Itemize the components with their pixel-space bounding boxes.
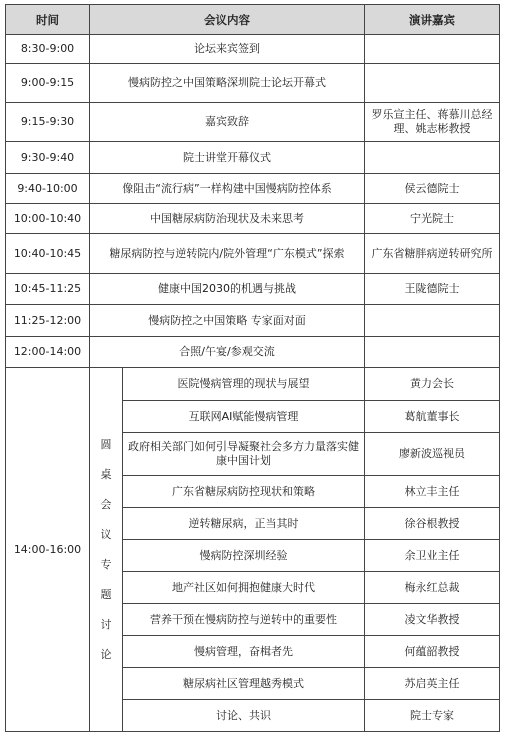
roundtable-topic: 讨论、共识 (123, 700, 365, 732)
row-time: 12:00-14:00 (6, 337, 90, 368)
row-content: 合照/午宴/参观交流 (90, 337, 365, 368)
row-time: 9:15-9:30 (6, 103, 90, 142)
row-content: 院士讲堂开幕仪式 (90, 142, 365, 174)
agenda-row (6, 103, 500, 142)
row-speaker (365, 35, 500, 64)
row-speaker (365, 64, 500, 103)
row-content: 慢病防控之中国策略深圳院士论坛开幕式 (90, 64, 365, 103)
row-time: 10:40-10:45 (6, 234, 90, 274)
roundtable-topic: 逆转糖尿病，正当其时 (123, 508, 365, 540)
row-speaker: 罗乐宣主任、蒋慕川总经理、姚志彬教授 (365, 103, 500, 142)
roundtable-topic: 营养干预在慢病防控与逆转中的重要性 (123, 604, 365, 636)
row-speaker (365, 142, 500, 174)
header-speaker: 演讲嘉宾 (365, 5, 500, 35)
row-time: 10:00-10:40 (6, 204, 90, 234)
header-row (6, 5, 500, 35)
roundtable-row (6, 368, 500, 401)
roundtable-speaker: 黄力会长 (365, 368, 500, 401)
row-content: 论坛来宾签到 (90, 35, 365, 64)
roundtable-speaker: 廖新波巡视员 (365, 433, 500, 476)
row-speaker: 宁光院士 (365, 204, 500, 234)
agenda-row (6, 204, 500, 234)
roundtable-topic: 互联网AI赋能慢病管理 (123, 401, 365, 433)
roundtable-speaker: 余卫业主任 (365, 540, 500, 572)
row-time: 9:30-9:40 (6, 142, 90, 174)
row-content: 像阻击“流行病”一样构建中国慢病防控体系 (90, 174, 365, 204)
row-time: 8:30-9:00 (6, 35, 90, 64)
agenda-row (6, 305, 500, 337)
agenda-row (6, 234, 500, 274)
row-content: 中国糖尿病防治现状及未来思考 (90, 204, 365, 234)
agenda-row (6, 337, 500, 368)
roundtable-topic: 慢病管理，奋楫者先 (123, 636, 365, 668)
roundtable-label (90, 368, 123, 732)
roundtable-speaker: 林立丰主任 (365, 476, 500, 508)
agenda-row (6, 64, 500, 103)
roundtable-speaker: 梅永红总裁 (365, 572, 500, 604)
roundtable-topic: 糖尿病社区管理越秀模式 (123, 668, 365, 700)
roundtable-speaker: 凌文华教授 (365, 604, 500, 636)
roundtable-label-text: 圆 桌 会 议 专 题 讨 论 (100, 437, 112, 661)
row-time: 11:25-12:00 (6, 305, 90, 337)
roundtable-speaker: 院士专家 (365, 700, 500, 732)
row-time: 9:40-10:00 (6, 174, 90, 204)
roundtable-time: 14:00-16:00 (6, 368, 90, 732)
roundtable-speaker: 徐谷根教授 (365, 508, 500, 540)
roundtable-speaker: 何蕴韶教授 (365, 636, 500, 668)
row-content: 嘉宾致辞 (90, 103, 365, 142)
roundtable-speaker: 葛航董事长 (365, 401, 500, 433)
roundtable-topic: 慢病防控深圳经验 (123, 540, 365, 572)
agenda-table (5, 4, 500, 732)
roundtable-topic: 广东省糖尿病防控现状和策略 (123, 476, 365, 508)
agenda-row (6, 142, 500, 174)
roundtable-topic: 医院慢病管理的现状与展望 (123, 368, 365, 401)
roundtable-speaker: 苏启英主任 (365, 668, 500, 700)
row-content: 健康中国2030的机遇与挑战 (90, 274, 365, 305)
roundtable-topic: 地产社区如何拥抱健康大时代 (123, 572, 365, 604)
row-speaker (365, 337, 500, 368)
header-content: 会议内容 (90, 5, 365, 35)
row-speaker: 广东省糖胖病逆转研究所 (365, 234, 500, 274)
agenda-row (6, 274, 500, 305)
row-speaker: 王陇德院士 (365, 274, 500, 305)
row-content: 糖尿病防控与逆转院内/院外管理“广东模式”探索 (90, 234, 365, 274)
row-time: 9:00-9:15 (6, 64, 90, 103)
row-speaker (365, 305, 500, 337)
agenda-row (6, 174, 500, 204)
roundtable-topic: 政府相关部门如何引导凝聚社会多方力量落实健康中国计划 (123, 433, 365, 476)
agenda-row (6, 35, 500, 64)
row-speaker: 侯云德院士 (365, 174, 500, 204)
header-time: 时间 (6, 5, 90, 35)
row-content: 慢病防控之中国策略 专家面对面 (90, 305, 365, 337)
row-time: 10:45-11:25 (6, 274, 90, 305)
